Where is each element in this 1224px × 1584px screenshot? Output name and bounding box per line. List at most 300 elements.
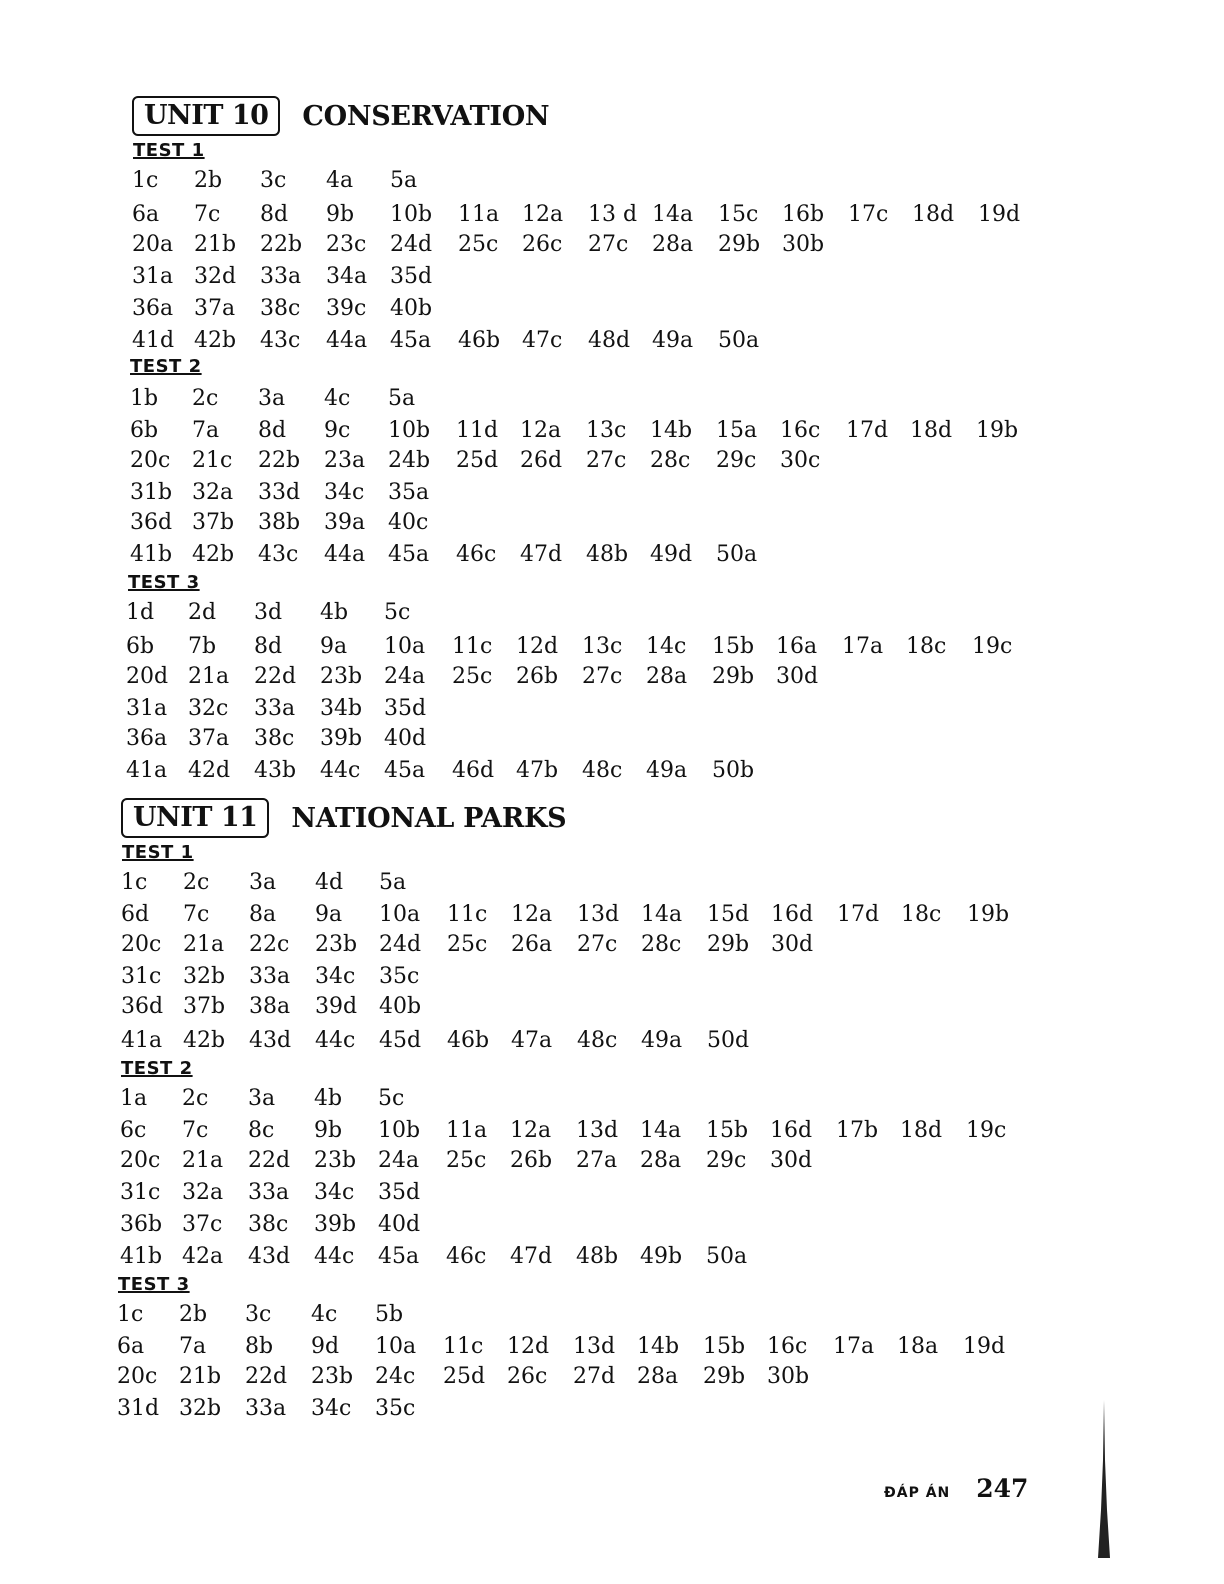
answer-item: 49a xyxy=(641,1028,683,1053)
answer-item: 45a xyxy=(378,1244,420,1269)
answer-item: 48b xyxy=(576,1244,619,1269)
answer-item: 44a xyxy=(326,328,368,353)
answer-item: 1d xyxy=(126,600,155,625)
answer-item: 40c xyxy=(388,510,429,535)
answer-item: 11d xyxy=(456,418,499,443)
answer-item: 26c xyxy=(507,1364,548,1389)
answer-item: 42b xyxy=(194,328,237,353)
answer-item: 46c xyxy=(446,1244,487,1269)
answer-item: 35a xyxy=(388,480,430,505)
answer-item: 22c xyxy=(249,932,290,957)
answer-item: 25c xyxy=(452,664,493,689)
answer-item: 13d xyxy=(573,1334,616,1359)
answer-item: 6a xyxy=(117,1334,145,1359)
answer-item: 9d xyxy=(311,1334,340,1359)
answer-item: 2c xyxy=(192,386,219,411)
answer-item: 17b xyxy=(836,1118,879,1143)
answer-item: 21c xyxy=(192,448,233,473)
answer-item: 17d xyxy=(846,418,889,443)
answer-item: 27c xyxy=(588,232,629,257)
answer-item: 18d xyxy=(910,418,953,443)
answer-item: 2d xyxy=(188,600,217,625)
answer-item: 42d xyxy=(188,758,231,783)
answer-item: 9c xyxy=(324,418,351,443)
answer-item: 8c xyxy=(248,1118,275,1143)
answer-item: 43d xyxy=(249,1028,292,1053)
answer-item: 9a xyxy=(320,634,348,659)
unit-header xyxy=(132,94,549,138)
answer-item: 20c xyxy=(130,448,171,473)
answer-item: 16c xyxy=(780,418,821,443)
answer-item: 1c xyxy=(121,870,148,895)
answer-item: 33a xyxy=(254,696,296,721)
answer-item: 34b xyxy=(320,696,363,721)
answer-item: 50a xyxy=(718,328,760,353)
answer-item: 22b xyxy=(260,232,303,257)
answer-item: 32d xyxy=(194,264,237,289)
answer-item: 41b xyxy=(120,1244,163,1269)
answer-item: 19d xyxy=(963,1334,1006,1359)
answer-item: 12a xyxy=(510,1118,552,1143)
answer-item: 35c xyxy=(379,964,420,989)
test-label: TEST 3 xyxy=(118,1274,190,1295)
answer-item: 20c xyxy=(117,1364,158,1389)
answer-item: 1a xyxy=(120,1086,148,1111)
answer-item: 4b xyxy=(314,1086,343,1111)
answer-item: 13d xyxy=(577,902,620,927)
answer-item: 26b xyxy=(516,664,559,689)
answer-item: 8b xyxy=(245,1334,274,1359)
answer-item: 20c xyxy=(121,932,162,957)
answer-item: 48c xyxy=(582,758,623,783)
answer-item: 43d xyxy=(248,1244,291,1269)
answer-item: 29c xyxy=(706,1148,747,1173)
answer-item: 4c xyxy=(324,386,351,411)
answer-item: 22d xyxy=(254,664,297,689)
answer-item: 9b xyxy=(326,202,355,227)
answer-item: 45d xyxy=(379,1028,422,1053)
answer-item: 33a xyxy=(260,264,302,289)
answer-item: 23b xyxy=(320,664,363,689)
answer-item: 4c xyxy=(311,1302,338,1327)
answer-item: 28c xyxy=(641,932,682,957)
answer-item: 10b xyxy=(388,418,431,443)
answer-item: 19b xyxy=(967,902,1010,927)
answer-item: 15b xyxy=(712,634,755,659)
answer-item: 49a xyxy=(646,758,688,783)
test-label: TEST 2 xyxy=(130,356,202,377)
unit-number: UNIT 10 xyxy=(132,96,280,136)
answer-item: 16b xyxy=(782,202,825,227)
answer-item: 19d xyxy=(978,202,1021,227)
answer-item: 38c xyxy=(260,296,301,321)
answer-item: 21b xyxy=(179,1364,222,1389)
answer-item: 43c xyxy=(260,328,301,353)
answer-item: 26d xyxy=(520,448,563,473)
answer-item: 41a xyxy=(121,1028,163,1053)
answer-item: 19b xyxy=(976,418,1019,443)
answer-item: 44a xyxy=(324,542,366,567)
answer-item: 31c xyxy=(121,964,162,989)
answer-item: 23b xyxy=(311,1364,354,1389)
answer-item: 22d xyxy=(245,1364,288,1389)
test-label: TEST 2 xyxy=(121,1058,193,1079)
unit-title: CONSERVATION xyxy=(302,100,550,132)
answer-item: 27c xyxy=(582,664,623,689)
answer-item: 8d xyxy=(254,634,283,659)
answer-item: 3a xyxy=(258,386,286,411)
answer-item: 17c xyxy=(848,202,889,227)
answer-item: 16d xyxy=(771,902,814,927)
answer-item: 31c xyxy=(120,1180,161,1205)
answer-item: 46b xyxy=(447,1028,490,1053)
answer-item: 6b xyxy=(130,418,159,443)
answer-item: 32b xyxy=(179,1396,222,1421)
answer-item: 14a xyxy=(652,202,694,227)
answer-item: 47c xyxy=(522,328,563,353)
answer-item: 36b xyxy=(120,1212,163,1237)
answer-item: 4d xyxy=(315,870,344,895)
answer-item: 2b xyxy=(179,1302,208,1327)
answer-item: 18d xyxy=(900,1118,943,1143)
answer-item: 15d xyxy=(707,902,750,927)
answer-item: 23a xyxy=(324,448,366,473)
answer-item: 32a xyxy=(192,480,234,505)
answer-item: 49b xyxy=(640,1244,683,1269)
unit-title: NATIONAL PARKS xyxy=(291,802,567,834)
answer-item: 43c xyxy=(258,542,299,567)
answer-item: 12a xyxy=(511,902,553,927)
answer-item: 5a xyxy=(379,870,407,895)
answer-item: 8d xyxy=(260,202,289,227)
answer-item: 26b xyxy=(510,1148,553,1173)
answer-item: 15b xyxy=(706,1118,749,1143)
answer-item: 2c xyxy=(183,870,210,895)
answer-item: 36d xyxy=(121,994,164,1019)
answer-item: 40d xyxy=(378,1212,421,1237)
answer-item: 8d xyxy=(258,418,287,443)
answer-item: 24a xyxy=(384,664,426,689)
answer-item: 49d xyxy=(650,542,693,567)
answer-item: 24a xyxy=(378,1148,420,1173)
answer-item: 32c xyxy=(188,696,229,721)
answer-item: 10b xyxy=(390,202,433,227)
answer-item: 43b xyxy=(254,758,297,783)
answer-item: 30d xyxy=(770,1148,813,1173)
test-label: TEST 3 xyxy=(128,572,200,593)
answer-item: 38a xyxy=(249,994,291,1019)
answer-item: 47d xyxy=(510,1244,553,1269)
answer-item: 30b xyxy=(782,232,825,257)
answer-item: 28a xyxy=(646,664,688,689)
page-footer xyxy=(884,1474,1028,1503)
answer-item: 39b xyxy=(314,1212,357,1237)
answer-item: 20a xyxy=(132,232,174,257)
answer-item: 17d xyxy=(837,902,880,927)
answer-item: 37b xyxy=(183,994,226,1019)
answer-item: 31d xyxy=(117,1396,160,1421)
answer-item: 25c xyxy=(447,932,488,957)
answer-item: 42b xyxy=(192,542,235,567)
answer-item: 21a xyxy=(182,1148,224,1173)
answer-item: 17a xyxy=(842,634,884,659)
answer-item: 30b xyxy=(767,1364,810,1389)
answer-item: 23b xyxy=(314,1148,357,1173)
answer-item: 21a xyxy=(188,664,230,689)
answer-item: 13c xyxy=(582,634,623,659)
answer-item: 28c xyxy=(650,448,691,473)
answer-item: 41b xyxy=(130,542,173,567)
answer-item: 30d xyxy=(776,664,819,689)
answer-item: 50a xyxy=(716,542,758,567)
answer-item: 24b xyxy=(388,448,431,473)
answer-item: 47d xyxy=(520,542,563,567)
answer-item: 18c xyxy=(901,902,942,927)
answer-item: 37c xyxy=(182,1212,223,1237)
answer-item: 44c xyxy=(314,1244,355,1269)
answer-item: 10a xyxy=(375,1334,417,1359)
answer-item: 34c xyxy=(315,964,356,989)
unit-number: UNIT 11 xyxy=(121,798,269,838)
answer-item: 5c xyxy=(378,1086,405,1111)
answer-item: 38b xyxy=(258,510,301,535)
answer-item: 14c xyxy=(646,634,687,659)
answer-item: 20c xyxy=(120,1148,161,1173)
answer-item: 7c xyxy=(182,1118,209,1143)
answer-item: 9a xyxy=(315,902,343,927)
answer-item: 21a xyxy=(183,932,225,957)
answer-item: 28a xyxy=(652,232,694,257)
answer-item: 41a xyxy=(126,758,168,783)
answer-item: 25c xyxy=(446,1148,487,1173)
answer-item: 39b xyxy=(320,726,363,751)
answer-item: 5c xyxy=(384,600,411,625)
answer-item: 12a xyxy=(522,202,564,227)
test-label: TEST 1 xyxy=(133,140,205,161)
answer-item: 7b xyxy=(188,634,217,659)
answer-item: 38c xyxy=(248,1212,289,1237)
answer-item: 10b xyxy=(378,1118,421,1143)
binding-edge-mark xyxy=(1098,1400,1110,1558)
answer-item: 31a xyxy=(132,264,174,289)
answer-item: 24d xyxy=(379,932,422,957)
answer-item: 11c xyxy=(452,634,493,659)
answer-item: 17a xyxy=(833,1334,875,1359)
answer-item: 48d xyxy=(588,328,631,353)
answer-item: 31b xyxy=(130,480,173,505)
answer-item: 26a xyxy=(511,932,553,957)
answer-item: 12d xyxy=(507,1334,550,1359)
answer-item: 50d xyxy=(707,1028,750,1053)
answer-item: 20d xyxy=(126,664,169,689)
answer-item: 37b xyxy=(192,510,235,535)
answer-item: 46c xyxy=(456,542,497,567)
answer-item: 19c xyxy=(972,634,1013,659)
answer-item: 13 d xyxy=(588,202,638,227)
answer-item: 6c xyxy=(120,1118,147,1143)
answer-item: 16c xyxy=(767,1334,808,1359)
answer-item: 25d xyxy=(456,448,499,473)
answer-item: 4a xyxy=(326,168,354,193)
answer-item: 33a xyxy=(245,1396,287,1421)
answer-item: 3c xyxy=(260,168,287,193)
answer-item: 22d xyxy=(248,1148,291,1173)
answer-item: 11a xyxy=(458,202,500,227)
answer-item: 50b xyxy=(712,758,755,783)
answer-item: 13d xyxy=(576,1118,619,1143)
answer-item: 5a xyxy=(390,168,418,193)
test-label: TEST 1 xyxy=(122,842,194,863)
answer-item: 32b xyxy=(183,964,226,989)
answer-item: 14b xyxy=(637,1334,680,1359)
answer-item: 1c xyxy=(117,1302,144,1327)
answer-item: 36a xyxy=(126,726,168,751)
answer-item: 14b xyxy=(650,418,693,443)
answer-item: 1b xyxy=(130,386,159,411)
answer-item: 48c xyxy=(577,1028,618,1053)
answer-item: 50a xyxy=(706,1244,748,1269)
answer-item: 27a xyxy=(576,1148,618,1173)
answer-item: 48b xyxy=(586,542,629,567)
answer-item: 41d xyxy=(132,328,175,353)
answer-item: 36a xyxy=(132,296,174,321)
answer-item: 31a xyxy=(126,696,168,721)
answer-item: 8a xyxy=(249,902,277,927)
answer-item: 28a xyxy=(637,1364,679,1389)
answer-item: 13c xyxy=(586,418,627,443)
answer-item: 14a xyxy=(640,1118,682,1143)
answer-item: 25d xyxy=(443,1364,486,1389)
answer-item: 27d xyxy=(573,1364,616,1389)
answer-item: 7a xyxy=(192,418,220,443)
answer-item: 32a xyxy=(182,1180,224,1205)
answer-item: 10a xyxy=(379,902,421,927)
answer-item: 15b xyxy=(703,1334,746,1359)
answer-item: 6b xyxy=(126,634,155,659)
answer-item: 40b xyxy=(390,296,433,321)
unit-header xyxy=(121,796,566,840)
answer-item: 3c xyxy=(245,1302,272,1327)
footer-label: ĐÁP ÁN xyxy=(884,1485,951,1501)
answer-item: 12d xyxy=(516,634,559,659)
answer-item: 18d xyxy=(912,202,955,227)
answer-item: 7a xyxy=(179,1334,207,1359)
page-number: 247 xyxy=(976,1474,1029,1503)
answer-item: 23c xyxy=(326,232,367,257)
answer-item: 29b xyxy=(703,1364,746,1389)
answer-item: 38c xyxy=(254,726,295,751)
answer-item: 27c xyxy=(577,932,618,957)
answer-item: 40d xyxy=(384,726,427,751)
answer-item: 37a xyxy=(194,296,236,321)
answer-item: 24d xyxy=(390,232,433,257)
answer-item: 14a xyxy=(641,902,683,927)
answer-item: 47a xyxy=(511,1028,553,1053)
answer-item: 49a xyxy=(652,328,694,353)
answer-item: 16d xyxy=(770,1118,813,1143)
answer-item: 2c xyxy=(182,1086,209,1111)
answer-item: 6d xyxy=(121,902,150,927)
answer-item: 11c xyxy=(443,1334,484,1359)
answer-item: 29b xyxy=(712,664,755,689)
answer-item: 45a xyxy=(390,328,432,353)
answer-item: 25c xyxy=(458,232,499,257)
answer-item: 39a xyxy=(324,510,366,535)
answer-item: 37a xyxy=(188,726,230,751)
answer-item: 27c xyxy=(586,448,627,473)
answer-item: 18c xyxy=(906,634,947,659)
answer-item: 1c xyxy=(132,168,159,193)
answer-item: 4b xyxy=(320,600,349,625)
answer-item: 16a xyxy=(776,634,818,659)
answer-item: 34a xyxy=(326,264,368,289)
answer-item: 47b xyxy=(516,758,559,783)
answer-item: 23b xyxy=(315,932,358,957)
answer-item: 2b xyxy=(194,168,223,193)
answer-item: 42a xyxy=(182,1244,224,1269)
answer-item: 36d xyxy=(130,510,173,535)
answer-item: 28a xyxy=(640,1148,682,1173)
answer-item: 24c xyxy=(375,1364,416,1389)
answer-item: 3d xyxy=(254,600,283,625)
answer-item: 34c xyxy=(324,480,365,505)
answer-item: 44c xyxy=(315,1028,356,1053)
answer-item: 9b xyxy=(314,1118,343,1143)
answer-item: 34c xyxy=(314,1180,355,1205)
answer-item: 42b xyxy=(183,1028,226,1053)
answer-item: 30d xyxy=(771,932,814,957)
answer-item: 46d xyxy=(452,758,495,783)
answer-item: 5a xyxy=(388,386,416,411)
answer-item: 39d xyxy=(315,994,358,1019)
answer-item: 15c xyxy=(718,202,759,227)
answer-item: 3a xyxy=(248,1086,276,1111)
answer-item: 35c xyxy=(375,1396,416,1421)
answer-item: 7c xyxy=(194,202,221,227)
answer-item: 29b xyxy=(707,932,750,957)
answer-item: 39c xyxy=(326,296,367,321)
answer-item: 35d xyxy=(384,696,427,721)
answer-item: 5b xyxy=(375,1302,404,1327)
answer-item: 26c xyxy=(522,232,563,257)
answer-item: 29b xyxy=(718,232,761,257)
answer-item: 22b xyxy=(258,448,301,473)
answer-item: 35d xyxy=(390,264,433,289)
answer-item: 45a xyxy=(388,542,430,567)
answer-item: 15a xyxy=(716,418,758,443)
answer-item: 11a xyxy=(446,1118,488,1143)
answer-item: 40b xyxy=(379,994,422,1019)
answer-item: 6a xyxy=(132,202,160,227)
answer-item: 33a xyxy=(248,1180,290,1205)
answer-item: 30c xyxy=(780,448,821,473)
answer-item: 33a xyxy=(249,964,291,989)
answer-item: 11c xyxy=(447,902,488,927)
answer-item: 18a xyxy=(897,1334,939,1359)
answer-item: 29c xyxy=(716,448,757,473)
answer-item: 34c xyxy=(311,1396,352,1421)
answer-item: 12a xyxy=(520,418,562,443)
answer-item: 33d xyxy=(258,480,301,505)
answer-item: 3a xyxy=(249,870,277,895)
answer-item: 45a xyxy=(384,758,426,783)
answer-item: 7c xyxy=(183,902,210,927)
answer-item: 21b xyxy=(194,232,237,257)
answer-item: 10a xyxy=(384,634,426,659)
answer-item: 35d xyxy=(378,1180,421,1205)
answer-item: 44c xyxy=(320,758,361,783)
answer-item: 46b xyxy=(458,328,501,353)
